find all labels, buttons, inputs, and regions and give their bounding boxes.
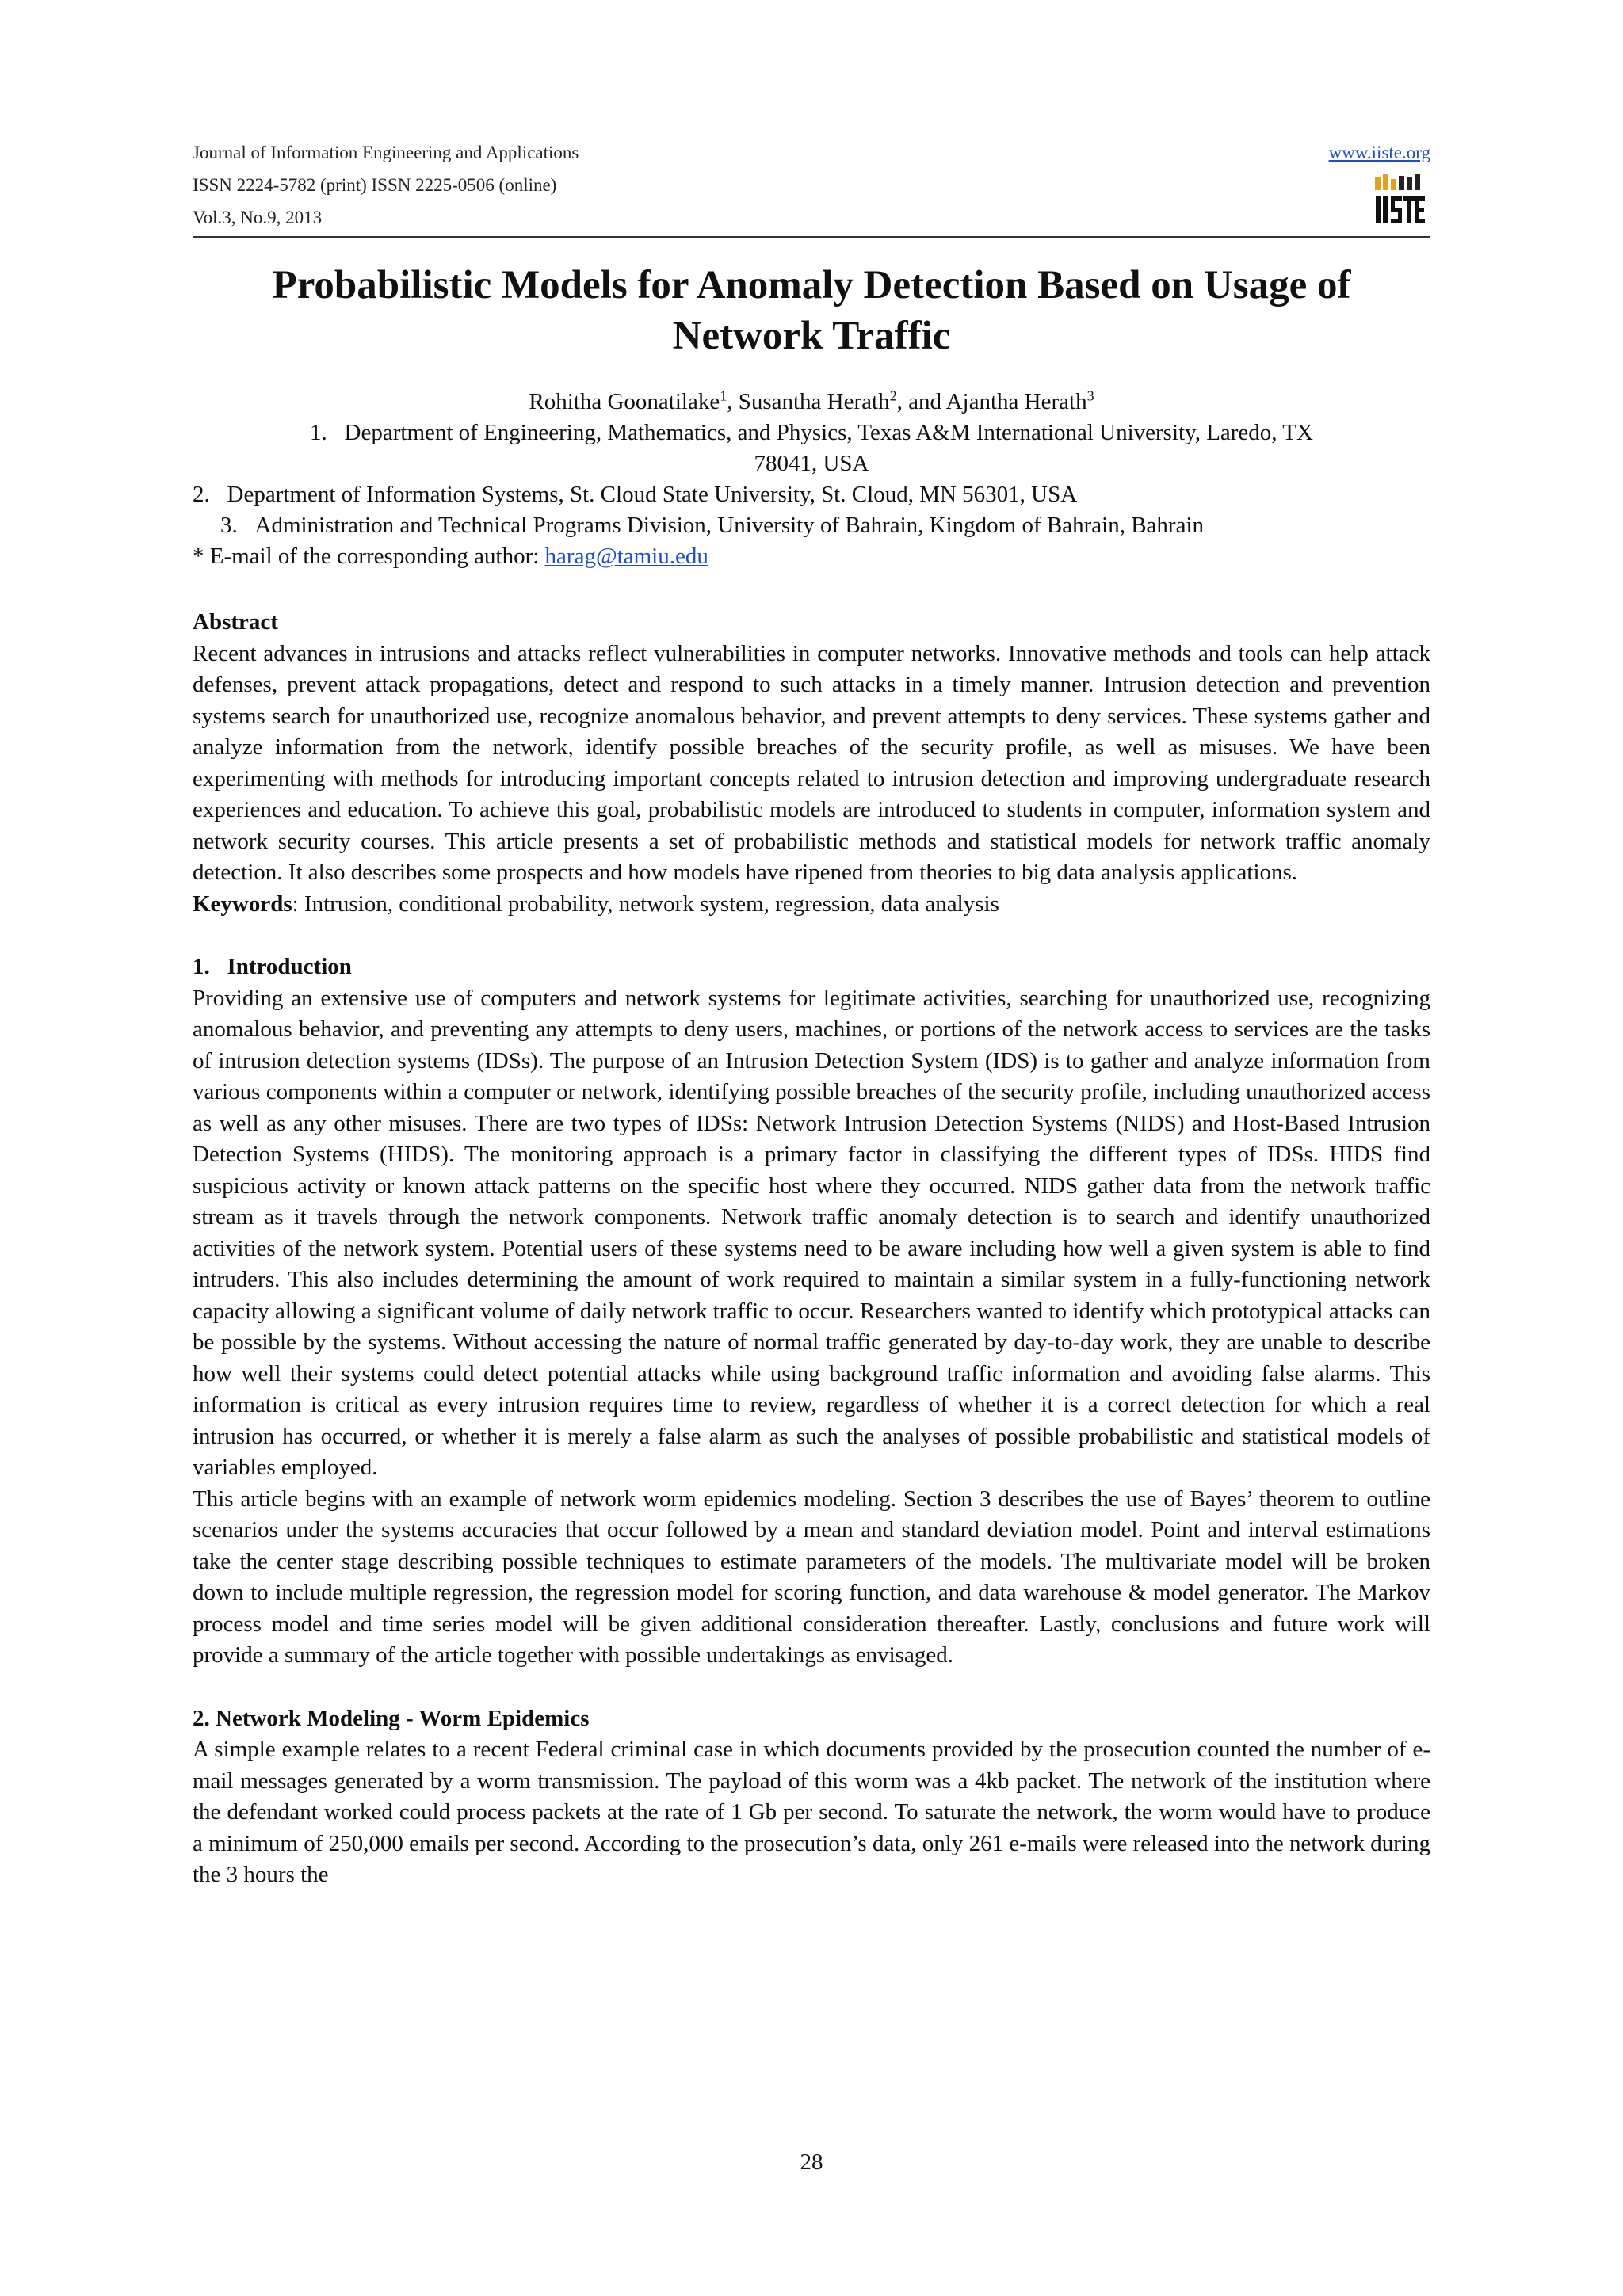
- email-link[interactable]: harag@tamiu.edu: [544, 543, 708, 569]
- introduction-heading: 1. Introduction: [193, 954, 352, 979]
- author-3: , and Ajantha Herath: [896, 389, 1087, 414]
- header-divider: [193, 236, 1430, 238]
- iiste-logo: [1373, 173, 1427, 228]
- journal-name: Journal of Information Engineering and Applications: [193, 143, 579, 162]
- abstract-heading: Abstract: [193, 609, 278, 635]
- introduction-paragraph-2: This article begins with an example of network worm epidemics modeling. Section 3 describes the use of Bayes’ theorem to outline scenarios under the systems accuracies that occur followed by a mean and standard deviation model. Point and interval estimations take the center stage describing possible techniques to estimate parameters of the models. The multivariate model will be broken down to include multiple regression, the regression model for scoring function, and data warehouse & model generator. The Markov process model and time series model will be given additional consideration thereafter. Lastly, conclusions and future work will provide a summary of the article together with possible undertakings as envisaged.: [193, 1486, 1430, 1668]
- affiliation-2: 2. Department of Information Systems, St. Cloud State University, St. Cloud, MN 56301, USA: [193, 482, 1078, 507]
- abstract-text: Recent advances in intrusions and attacks reflect vulnerabilities in computer networks. Innovative methods and tools can help attack defenses, prevent attack propagations, detect and respond to such attacks in a timely manner. Intrusion detection and prevention systems search for unauthorized use, recognize anomalous behavior, and prevent attempts to deny services. These systems gather and analyze information from the network, identify possible breaches of the security profile, as well as misuses. We have been experimenting with methods for introducing important concepts related to intrusion detection and improving undergraduate research experiences and education. To achieve this goal, probabilistic models are introduced to students in computer, information system and network security courses. This article presents a set of probabilistic methods and statistical models for network traffic anomaly detection. It also describes some prospects and how models have ripened from theories to big data analysis applications.: [193, 640, 1430, 885]
- keywords: [193, 889, 1430, 921]
- author-3-sup: 3: [1086, 387, 1094, 404]
- corresponding-email: [193, 541, 1430, 572]
- affiliation-3: 3. Administration and Technical Programs Division, University of Bahrain, Kingdom of Bahrain, Bahrain: [220, 513, 1204, 538]
- spacer: [193, 920, 1430, 952]
- keywords-text: : Intrusion, conditional probability, network system, regression, data analysis: [292, 891, 999, 917]
- paper-body: [193, 607, 1430, 1891]
- spacer: [193, 1672, 1430, 1703]
- author-2-sup: 2: [889, 387, 897, 404]
- authors-block: [193, 387, 1430, 572]
- section-2-heading: 2. Network Modeling - Worm Epidemics: [193, 1705, 590, 1731]
- affiliation-1: 1. Department of Engineering, Mathematics, and Physics, Texas A&M International University, Laredo, TX: [310, 420, 1313, 445]
- page-number: 28: [800, 2149, 823, 2175]
- author-2: , Susantha Herath: [727, 389, 890, 414]
- section-2-paragraph-1: A simple example relates to a recent Federal criminal case in which documents provided by the prosecution counted the number of e-mail messages generated by a worm transmission. The payload of this worm was a 4kb packet. The network of the institution where the defendant worked could process packets at the rate of 1 Gb per second. To saturate the network, the worm would have to produce a minimum of 250,000 emails per second. According to the prosecution’s data, only 261 e-mails were released into the network during the 3 hours the: [193, 1737, 1430, 1887]
- paper-title-line-1: Probabilistic Models for Anomaly Detection Based on Usage of: [272, 263, 1351, 307]
- introduction-paragraph-1: Providing an extensive use of computers and network systems for legitimate activities, searching for unauthorized use, recognizing anomalous behavior, and preventing any attempts to deny users, machines, or portions of the network access to services are the tasks of intrusion detection systems (IDSs). The purpose of an Intrusion Detection System (IDS) is to gather and analyze information from various components within a computer or network, identifying possible breaches of the security profile, including unauthorized access as well as any other misuses. There are two types of IDSs: Network Intrusion Detection Systems (NIDS) and Host-Based Intrusion Detection Systems (HIDS). The monitoring approach is a primary factor in classifying the different types of IDSs. HIDS find suspicious activity or known attack patterns on the specific host where they occurred. NIDS gather data from the network traffic stream as it travels through the network components. Network traffic anomaly detection is to search and identify unauthorized activities of the network system. Potential users of these systems need to be aware including how well a given system is able to find intruders. This also includes determining the amount of work required to maintain a similar system in a fully-functioning network capacity allowing a significant volume of daily network traffic to occur. Researchers wanted to identify which prototypical attacks can be possible by the systems. Without accessing the nature of normal traffic generated by day-to-day work, they are unable to describe how well their systems could detect potential attacks while using background traffic information and avoiding false alarms. This information is critical as every intrusion requires time to review, regardless of whether it is a correct detection for which a real intrusion has occurred, or whether it is merely a false alarm as such the analyses of possible probabilistic and statistical models of variables employed.: [193, 985, 1430, 1480]
- email-label: * E-mail of the corresponding author:: [193, 543, 545, 569]
- author-1-sup: 1: [720, 387, 727, 404]
- paper-title-line-2: Network Traffic: [672, 314, 951, 358]
- author-list: [193, 387, 1430, 418]
- keywords-label: Keywords: [193, 891, 292, 917]
- author-1: Rohitha Goonatilake: [529, 389, 720, 414]
- journal-volume: Vol.3, No.9, 2013: [193, 208, 323, 227]
- journal-header: [193, 136, 1430, 239]
- journal-issn: ISSN 2224-5782 (print) ISSN 2225-0506 (online): [193, 175, 557, 195]
- journal-website-link[interactable]: www.iiste.org: [1328, 143, 1430, 162]
- affiliation-1-cont: 78041, USA: [754, 451, 869, 476]
- paper-title: [193, 260, 1430, 361]
